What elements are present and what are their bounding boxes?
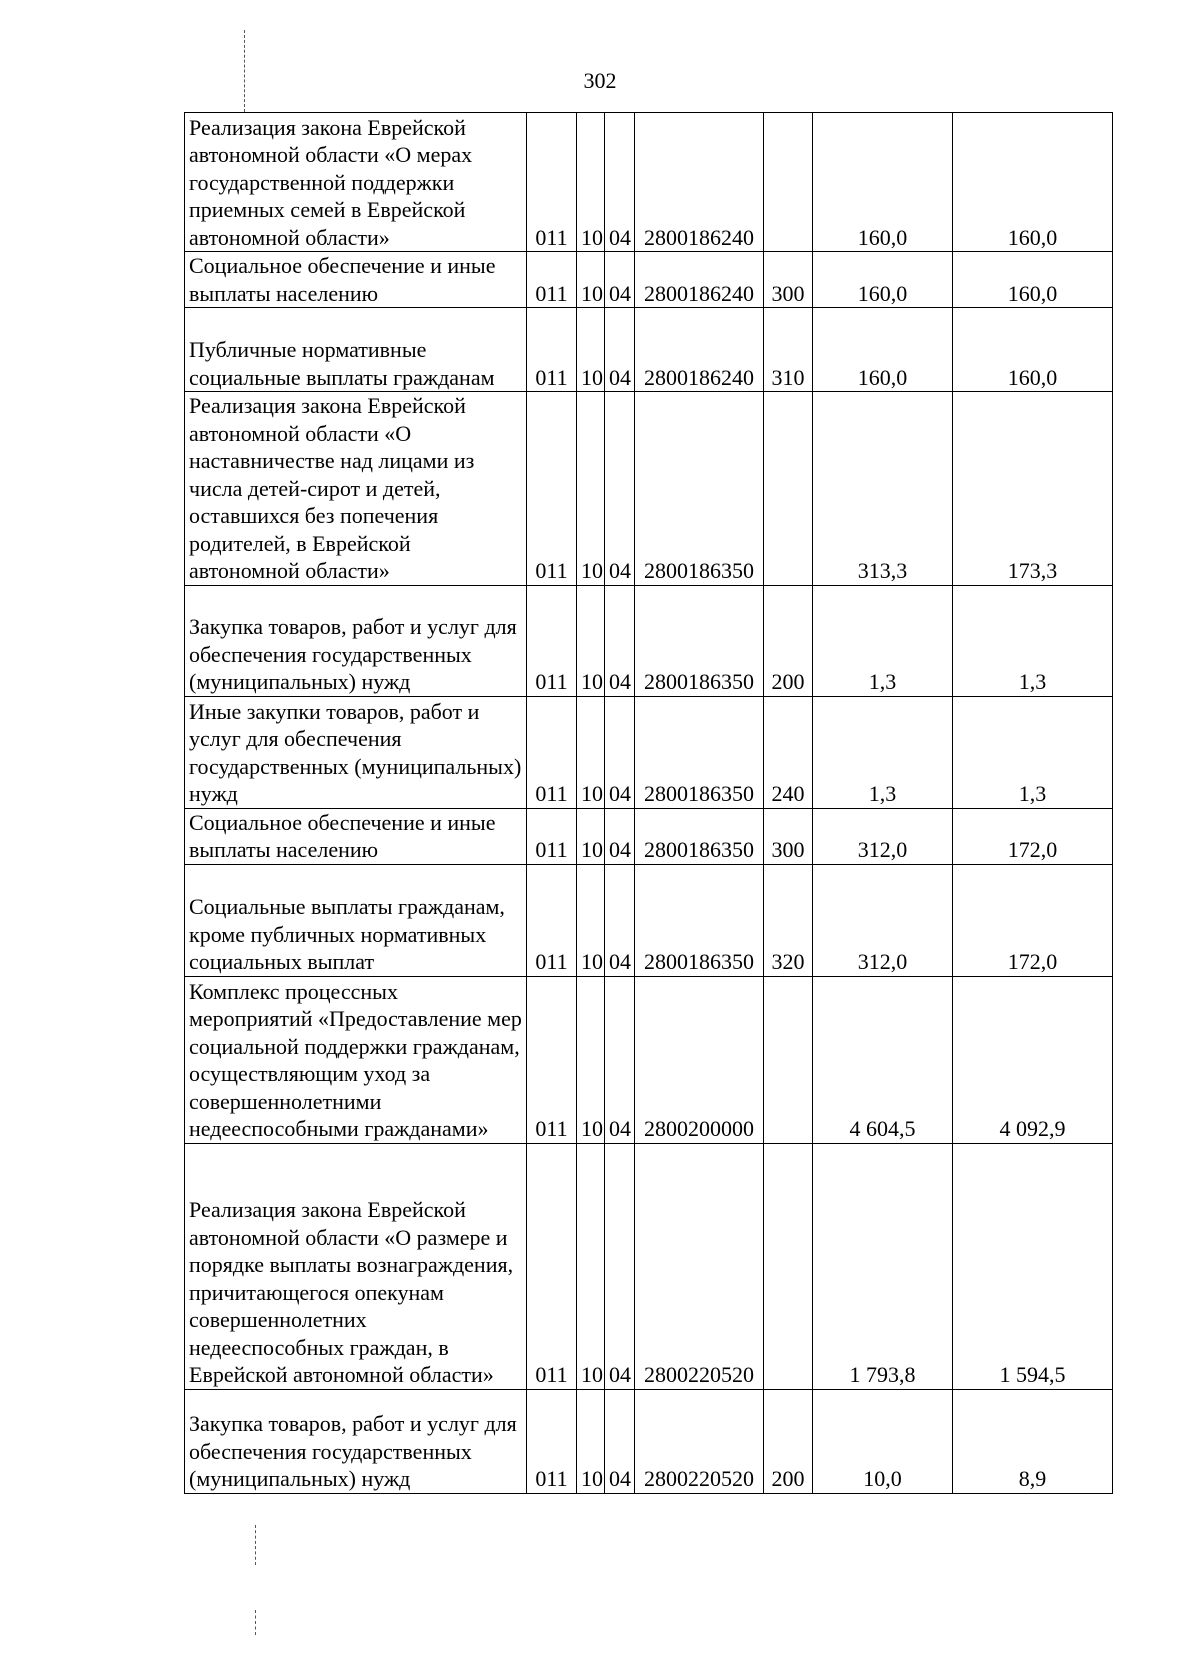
margin-mark [244,30,245,112]
amount-year-2: 172,0 [953,808,1113,864]
table-row [185,585,1113,696]
expense-type-code: 240 [764,696,813,808]
subsection-code: 04 [605,976,635,1143]
ministry-code: 011 [527,252,577,308]
expense-type-code [764,113,813,252]
ministry-code: 011 [527,976,577,1143]
target-article-code: 2800220520 [635,1389,764,1493]
amount-year-2: 1,3 [953,585,1113,696]
expense-type-code: 200 [764,1389,813,1493]
amount-year-2: 1,3 [953,696,1113,808]
row-description: Публичные нормативные социальные выплаты гражданам [185,308,527,392]
row-description: Социальные выплаты гражданам, кроме публичных нормативных социальных выплат [185,864,527,976]
ministry-code: 011 [527,1143,577,1389]
target-article-code: 2800186350 [635,696,764,808]
ministry-code: 011 [527,1389,577,1493]
amount-year-2: 4 092,9 [953,976,1113,1143]
amount-year-2: 173,3 [953,392,1113,586]
expense-type-code [764,392,813,586]
expense-type-code: 300 [764,252,813,308]
target-article-code: 2800186350 [635,585,764,696]
table-row [185,864,1113,976]
margin-mark [255,1610,256,1635]
expense-type-code: 300 [764,808,813,864]
subsection-code: 04 [605,864,635,976]
ministry-code: 011 [527,308,577,392]
amount-year-2: 160,0 [953,113,1113,252]
margin-mark [255,1525,256,1565]
amount-year-2: 160,0 [953,308,1113,392]
amount-year-1: 160,0 [813,113,953,252]
ministry-code: 011 [527,585,577,696]
expense-type-code: 200 [764,585,813,696]
amount-year-1: 160,0 [813,252,953,308]
table-row [185,252,1113,308]
target-article-code: 2800200000 [635,976,764,1143]
subsection-code: 04 [605,308,635,392]
amount-year-1: 10,0 [813,1389,953,1493]
row-description: Социальное обеспечение и иные выплаты населению [185,252,527,308]
amount-year-1: 1,3 [813,696,953,808]
table-row [185,976,1113,1143]
subsection-code: 04 [605,808,635,864]
ministry-code: 011 [527,864,577,976]
budget-table [184,112,1113,1494]
section-code: 10 [577,1143,605,1389]
target-article-code: 2800186240 [635,113,764,252]
table-row [185,392,1113,586]
ministry-code: 011 [527,392,577,586]
row-description: Иные закупки товаров, работ и услуг для обеспечения государственных (муниципальных) нужд [185,696,527,808]
subsection-code: 04 [605,1389,635,1493]
amount-year-1: 1 793,8 [813,1143,953,1389]
amount-year-2: 160,0 [953,252,1113,308]
row-description: Комплекс процессных мероприятий «Предоставление мер социальной поддержки гражданам, осуществляющим уход за совершеннолетними недееспособными гражданами» [185,976,527,1143]
amount-year-1: 160,0 [813,308,953,392]
section-code: 10 [577,976,605,1143]
target-article-code: 2800186350 [635,392,764,586]
amount-year-2: 172,0 [953,864,1113,976]
target-article-code: 2800186240 [635,308,764,392]
ministry-code: 011 [527,113,577,252]
amount-year-1: 4 604,5 [813,976,953,1143]
expense-type-code: 320 [764,864,813,976]
row-description: Социальное обеспечение и иные выплаты населению [185,808,527,864]
row-description: Реализация закона Еврейской автономной области «О мерах государственной поддержки приемных семей в Еврейской автономной области» [185,113,527,252]
expense-type-code: 310 [764,308,813,392]
amount-year-1: 313,3 [813,392,953,586]
page-number: 302 [583,68,617,93]
section-code: 10 [577,113,605,252]
table-row [185,113,1113,252]
ministry-code: 011 [527,808,577,864]
section-code: 10 [577,252,605,308]
section-code: 10 [577,864,605,976]
subsection-code: 04 [605,113,635,252]
expense-type-code [764,976,813,1143]
row-description: Закупка товаров, работ и услуг для обеспечения государственных (муниципальных) нужд [185,585,527,696]
section-code: 10 [577,585,605,696]
section-code: 10 [577,696,605,808]
row-description: Закупка товаров, работ и услуг для обеспечения государственных (муниципальных) нужд [185,1389,527,1493]
row-description: Реализация закона Еврейской автономной области «О размере и порядке выплаты вознаграждения, причитающегося опекунам совершеннолетних недееспособных граждан, в Еврейской автономной области» [185,1143,527,1389]
section-code: 10 [577,1389,605,1493]
amount-year-1: 312,0 [813,864,953,976]
table-row [185,1389,1113,1493]
row-description: Реализация закона Еврейской автономной области «О наставничестве над лицами из числа детей-сирот и детей, оставшихся без попечения родителей, в Еврейской автономной области» [185,392,527,586]
table-row [185,808,1113,864]
amount-year-2: 1 594,5 [953,1143,1113,1389]
target-article-code: 2800186350 [635,808,764,864]
ministry-code: 011 [527,696,577,808]
subsection-code: 04 [605,252,635,308]
expense-type-code [764,1143,813,1389]
subsection-code: 04 [605,696,635,808]
target-article-code: 2800220520 [635,1143,764,1389]
table-row [185,1143,1113,1389]
amount-year-1: 1,3 [813,585,953,696]
amount-year-2: 8,9 [953,1389,1113,1493]
target-article-code: 2800186240 [635,252,764,308]
subsection-code: 04 [605,392,635,586]
table-row [185,696,1113,808]
amount-year-1: 312,0 [813,808,953,864]
subsection-code: 04 [605,585,635,696]
target-article-code: 2800186350 [635,864,764,976]
section-code: 10 [577,392,605,586]
subsection-code: 04 [605,1143,635,1389]
table-row [185,308,1113,392]
section-code: 10 [577,808,605,864]
section-code: 10 [577,308,605,392]
